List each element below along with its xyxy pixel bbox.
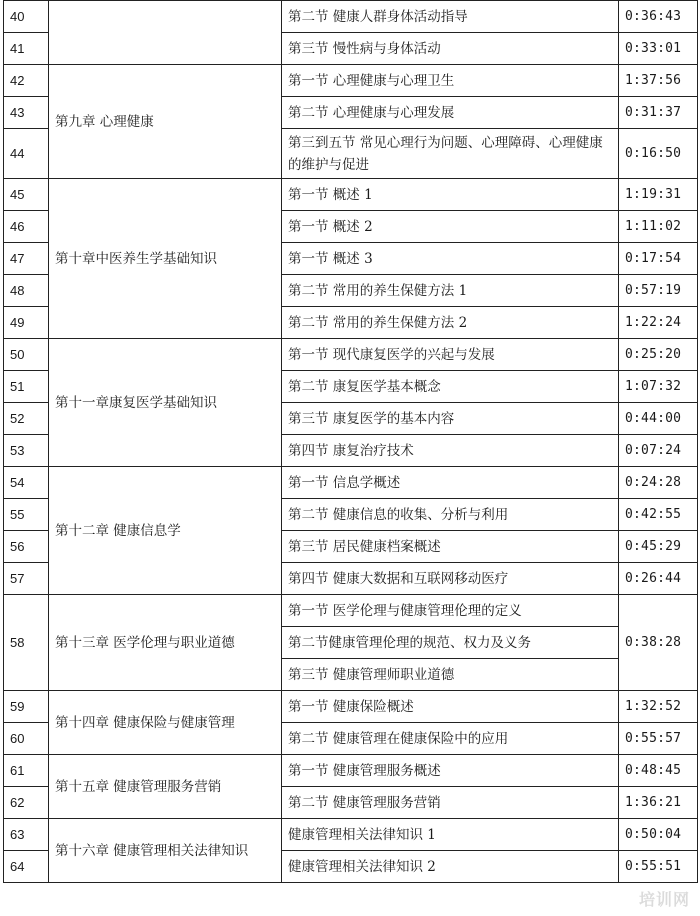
course-table-container (3, 0, 698, 883)
section-title: 第三节 慢性病与身体活动 (282, 33, 619, 65)
duration: 0:26:44 (619, 563, 698, 595)
chapter-title: 第十章中医养生学基础知识 (49, 179, 282, 339)
row-number: 51 (4, 371, 49, 403)
duration: 0:07:24 (619, 435, 698, 467)
section-title: 第二节 康复医学基本概念 (282, 371, 619, 403)
chapter-title: 第十六章 健康管理相关法律知识 (49, 819, 282, 883)
chapter-title: 第十一章康复医学基础知识 (49, 339, 282, 467)
section-title: 第二节 常用的养生保健方法 1 (282, 275, 619, 307)
chapter-title: 第十三章 医学伦理与职业道德 (49, 595, 282, 691)
row-number: 46 (4, 211, 49, 243)
row-number: 52 (4, 403, 49, 435)
row-number: 63 (4, 819, 49, 851)
row-number: 64 (4, 851, 49, 883)
duration: 0:31:37 (619, 97, 698, 129)
section-title: 第三节 康复医学的基本内容 (282, 403, 619, 435)
section-title: 第二节 健康管理服务营销 (282, 787, 619, 819)
chapter-cell-empty (49, 1, 282, 65)
section-title: 健康管理相关法律知识 1 (282, 819, 619, 851)
section-title: 第三到五节 常见心理行为问题、心理障碍、心理健康的维护与促进 (282, 129, 619, 179)
row-number: 57 (4, 563, 49, 595)
row-number: 44 (4, 129, 49, 179)
row-number: 40 (4, 1, 49, 33)
section-title: 第一节 概述 3 (282, 243, 619, 275)
row-number: 59 (4, 691, 49, 723)
section-title: 第三节 健康管理师职业道德 (282, 659, 619, 691)
row-number: 43 (4, 97, 49, 129)
section-title: 第一节 概述 1 (282, 179, 619, 211)
section-title: 第二节 健康管理在健康保险中的应用 (282, 723, 619, 755)
row-number: 53 (4, 435, 49, 467)
row-number: 58 (4, 595, 49, 691)
chapter-title: 第十四章 健康保险与健康管理 (49, 691, 282, 755)
table-row (4, 467, 698, 499)
row-number: 49 (4, 307, 49, 339)
watermark-logo: 培训网 (638, 890, 690, 909)
section-title: 第二节 常用的养生保健方法 2 (282, 307, 619, 339)
table-row (4, 339, 698, 371)
section-title: 第一节 医学伦理与健康管理伦理的定义 (282, 595, 619, 627)
table-row (4, 595, 698, 627)
table-row (4, 755, 698, 787)
duration: 0:44:00 (619, 403, 698, 435)
duration: 0:38:28 (619, 595, 698, 691)
table-row (4, 819, 698, 851)
duration: 1:36:21 (619, 787, 698, 819)
row-number: 54 (4, 467, 49, 499)
duration: 1:37:56 (619, 65, 698, 97)
section-title: 第二节 健康人群身体活动指导 (282, 1, 619, 33)
duration: 1:22:24 (619, 307, 698, 339)
section-title: 第一节 概述 2 (282, 211, 619, 243)
section-title: 第三节 居民健康档案概述 (282, 531, 619, 563)
table-row (4, 179, 698, 211)
row-number: 42 (4, 65, 49, 97)
section-title: 第一节 健康保险概述 (282, 691, 619, 723)
table-row (4, 691, 698, 723)
row-number: 45 (4, 179, 49, 211)
duration: 0:45:29 (619, 531, 698, 563)
section-title: 第一节 心理健康与心理卫生 (282, 65, 619, 97)
chapter-title: 第十二章 健康信息学 (49, 467, 282, 595)
chapter-title: 第九章 心理健康 (49, 65, 282, 179)
duration: 0:48:45 (619, 755, 698, 787)
section-title: 第二节健康管理伦理的规范、权力及义务 (282, 627, 619, 659)
table-row (4, 65, 698, 97)
duration: 1:07:32 (619, 371, 698, 403)
row-number: 61 (4, 755, 49, 787)
duration: 0:50:04 (619, 819, 698, 851)
section-title: 健康管理相关法律知识 2 (282, 851, 619, 883)
row-number: 60 (4, 723, 49, 755)
chapter-title: 第十五章 健康管理服务营销 (49, 755, 282, 819)
duration: 1:11:02 (619, 211, 698, 243)
duration: 0:24:28 (619, 467, 698, 499)
section-title: 第一节 现代康复医学的兴起与发展 (282, 339, 619, 371)
duration: 1:19:31 (619, 179, 698, 211)
duration: 0:16:50 (619, 129, 698, 179)
duration: 0:36:43 (619, 1, 698, 33)
duration: 0:33:01 (619, 33, 698, 65)
row-number: 62 (4, 787, 49, 819)
row-number: 56 (4, 531, 49, 563)
section-title: 第一节 信息学概述 (282, 467, 619, 499)
section-title: 第四节 健康大数据和互联网移动医疗 (282, 563, 619, 595)
row-number: 50 (4, 339, 49, 371)
section-title: 第二节 健康信息的收集、分析与利用 (282, 499, 619, 531)
duration: 1:32:52 (619, 691, 698, 723)
section-title: 第一节 健康管理服务概述 (282, 755, 619, 787)
row-number: 48 (4, 275, 49, 307)
duration: 0:55:51 (619, 851, 698, 883)
row-number: 55 (4, 499, 49, 531)
duration: 0:57:19 (619, 275, 698, 307)
duration: 0:25:20 (619, 339, 698, 371)
course-schedule-table (3, 0, 698, 883)
duration: 0:55:57 (619, 723, 698, 755)
duration: 0:17:54 (619, 243, 698, 275)
duration: 0:42:55 (619, 499, 698, 531)
section-title: 第二节 心理健康与心理发展 (282, 97, 619, 129)
section-title: 第四节 康复治疗技术 (282, 435, 619, 467)
table-row (4, 1, 698, 33)
row-number: 41 (4, 33, 49, 65)
row-number: 47 (4, 243, 49, 275)
